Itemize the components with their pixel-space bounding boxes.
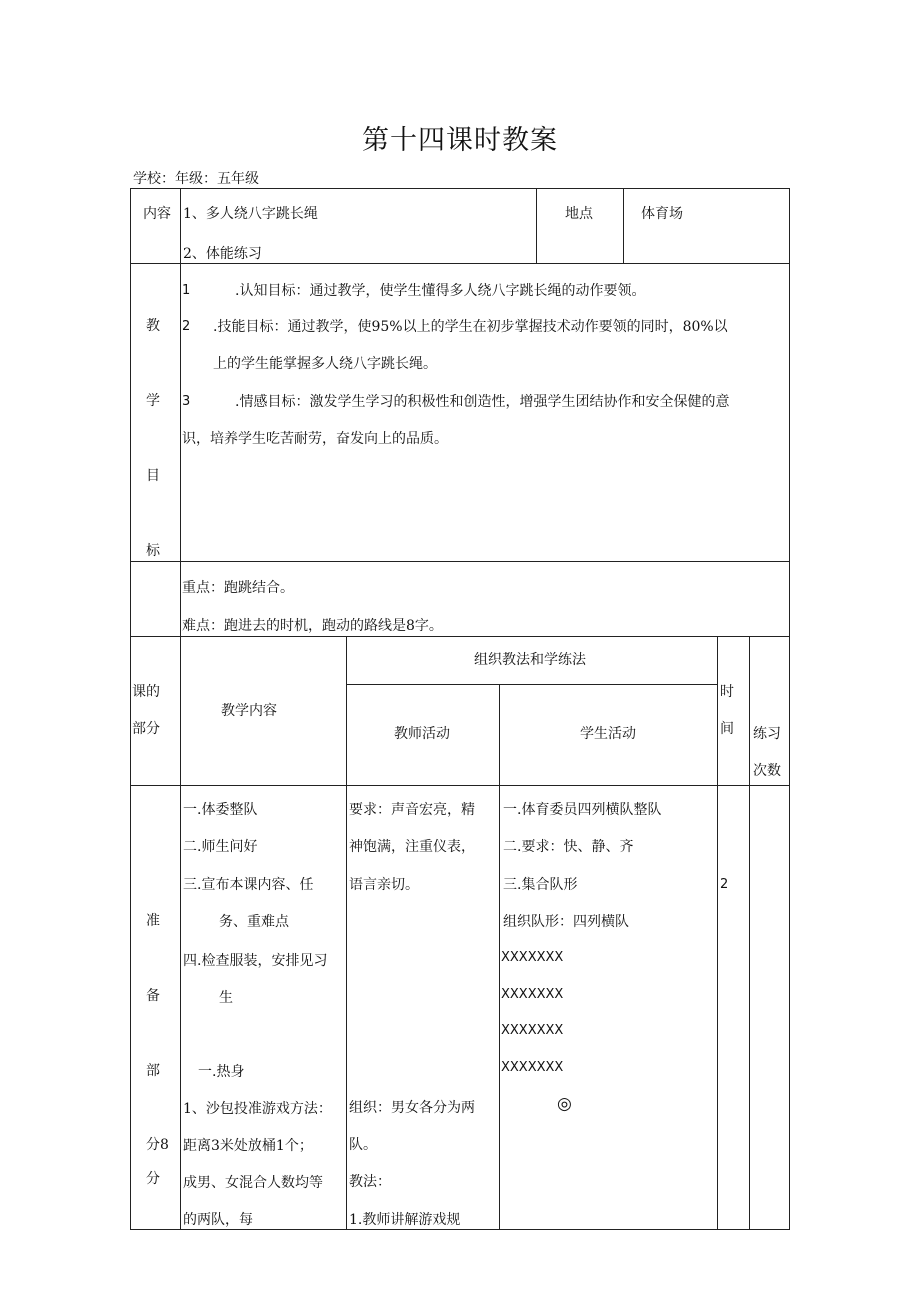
table-border-top [130, 188, 790, 189]
header-practice: 次数 [753, 763, 781, 779]
content-line: 生 [219, 990, 233, 1006]
header-org-methods: 组织教法和学练法 [474, 652, 586, 668]
content-item: 2、体能练习 [183, 246, 262, 262]
header-teaching-content: 教学内容 [221, 703, 277, 719]
school-grade-line: 学校：年级：五年级 [133, 171, 259, 187]
student-line: 组织队形：四列横队 [503, 914, 629, 930]
teacher-line: 教法： [349, 1174, 391, 1190]
row-divider [130, 785, 790, 786]
time-value: 2 [720, 877, 729, 892]
prep-duration: 分 [146, 1171, 160, 1187]
content-line: 成男、女混合人数均等 [183, 1175, 323, 1191]
content-line: 一.体委整队 [183, 802, 258, 818]
content-line: 三.宣布本课内容、任 [183, 877, 314, 893]
objectives-label-char: 教 [146, 318, 160, 334]
place-value: 体育场 [641, 206, 683, 222]
header-part: 课的 [132, 684, 160, 700]
col-divider [346, 636, 347, 1230]
objective-number: 3 [182, 394, 191, 409]
prep-part-char: 准 [146, 913, 160, 929]
teacher-line: 神饱满，注重仪表， [349, 839, 475, 855]
student-line: 一.体育委员四列横队整队 [503, 802, 662, 818]
teacher-position-symbol: ◎ [557, 1094, 572, 1114]
content-line: 1、沙包投准游戏方法： [183, 1101, 332, 1117]
objective-text: 识，培养学生吃苦耐劳，奋发向上的品质。 [182, 431, 448, 447]
table-border-bottom [130, 1229, 790, 1230]
prep-duration: 分8 [146, 1137, 169, 1153]
objective-text: 上的学生能掌握多人绕八字跳长绳。 [213, 356, 437, 372]
objectives-label-char: 标 [146, 543, 160, 559]
student-line: 三.集合队形 [503, 877, 578, 893]
col-divider [717, 636, 718, 1230]
col-divider [180, 188, 181, 1230]
header-part: 部分 [132, 721, 160, 737]
place-label: 地点 [565, 206, 593, 222]
difficult-point: 难点：跑进去的时机，跑动的路线是8字。 [182, 618, 443, 634]
objective-text: .认知目标：通过教学，使学生懂得多人绕八字跳长绳的动作要领。 [235, 283, 646, 299]
teacher-line: 语言亲切。 [349, 877, 419, 893]
teacher-line: 1.教师讲解游戏规 [349, 1212, 461, 1228]
formation-row: XXXXXXX [501, 987, 564, 1002]
header-teacher-activity: 教师活动 [394, 726, 450, 742]
prep-part-char: 部 [146, 1063, 160, 1079]
col-divider [749, 636, 750, 1230]
teacher-line: 要求：声音宏亮，精 [349, 802, 475, 818]
col-divider [536, 188, 537, 264]
col-divider [499, 684, 500, 1230]
formation-row: XXXXXXX [501, 1060, 564, 1075]
objectives-label-char: 学 [146, 393, 160, 409]
student-line: 二.要求：快、静、齐 [503, 839, 634, 855]
page-title: 第十四课时教案 [362, 125, 558, 156]
header-time: 间 [720, 721, 734, 737]
formation-row: XXXXXXX [501, 950, 564, 965]
row-divider [130, 636, 790, 637]
teacher-line: 队。 [349, 1137, 377, 1153]
objective-text: .情感目标：激发学生学习的积极性和创造性，增强学生团结协作和安全保健的意 [235, 394, 730, 410]
content-line: 距离3米处放桶1个； [183, 1138, 313, 1154]
content-line: 的两队，每 [183, 1212, 253, 1228]
content-item: 1、多人绕八字跳长绳 [183, 206, 318, 222]
header-practice: 练习 [753, 726, 781, 742]
objectives-label-char: 目 [146, 468, 160, 484]
prep-part-char: 备 [146, 988, 160, 1004]
objective-number: 2 [182, 319, 191, 334]
content-label: 内容 [143, 206, 171, 222]
table-border-left [130, 188, 131, 1230]
header-student-activity: 学生活动 [580, 726, 636, 742]
content-line: 一.热身 [198, 1064, 245, 1080]
row-divider [346, 684, 717, 685]
key-point: 重点：跑跳结合。 [182, 580, 294, 596]
content-line: 务、重难点 [219, 914, 289, 930]
content-line: 四.检查服装，安排见习 [183, 953, 328, 969]
content-line: 二.师生问好 [183, 839, 258, 855]
teacher-line: 组织：男女各分为两 [349, 1100, 475, 1116]
formation-row: XXXXXXX [501, 1023, 564, 1038]
table-border-right [789, 188, 790, 1230]
objective-text: .技能目标：通过教学，使95%以上的学生在初步掌握技术动作要领的同时，80%以 [213, 319, 728, 335]
header-time: 时 [720, 684, 734, 700]
row-divider [130, 561, 790, 562]
row-divider [130, 263, 790, 264]
objective-number: 1 [182, 283, 191, 298]
col-divider [623, 188, 624, 264]
